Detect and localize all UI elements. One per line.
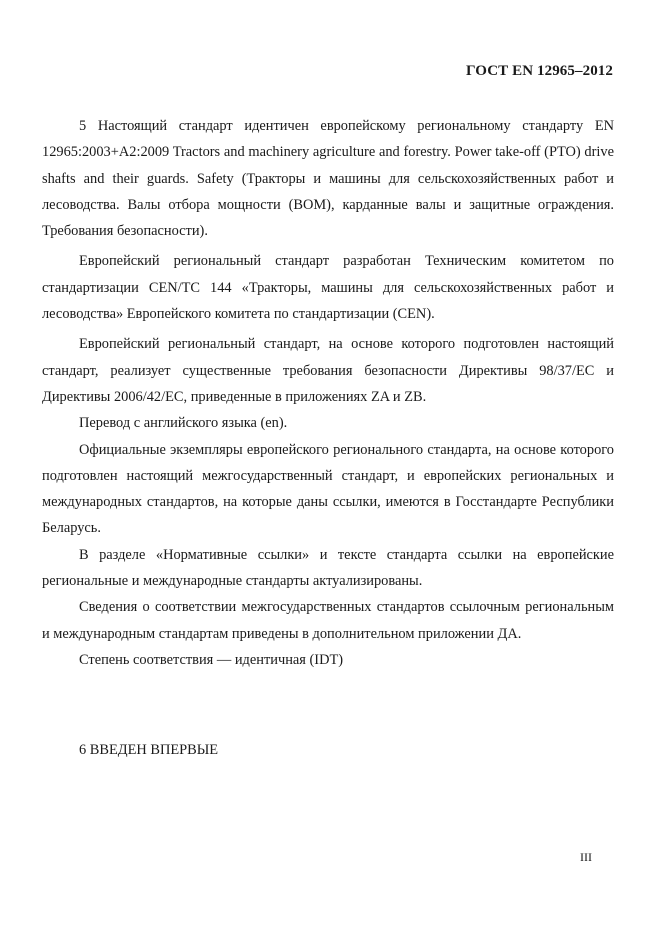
- paragraph-official-copies: Официальные экземпляры европейского регионального стандарта, на основе которого подготовлен настоящий межгосударственный стандарт, и европейских региональных и международных стандартов, на которые даны ссылки, имеются в Госстандарте Республики Беларусь.: [42, 441, 614, 537]
- paragraph-directives: Европейский региональный стандарт, на основе которого подготовлен настоящий стандарт, реализует существенные требования безопасности Директивы 98/37/EC и Директивы 2006/42/EC, приведенные в приложениях ZA и ZB.: [42, 336, 614, 405]
- paragraph-conformity-degree: Степень соответствия — идентичная (IDT): [79, 651, 344, 668]
- paragraph-standard-identity: 5 Настоящий стандарт идентичен европейскому региональному стандарту EN 12965:2003+A2:2009 Tractors and machinery agriculture and forestry. Power take-off (PTO) drive shafts and their guards. Safety (Тракторы и машины для сельскохозяйственных работ и лесоводства. Валы отбора мощности (ВОМ), карданные валы и защитные ограждения. Требования безопасности).: [42, 118, 614, 240]
- page-number: III: [580, 850, 592, 864]
- document-code-header: ГОСТ EN 12965–2012: [466, 63, 613, 79]
- paragraph-translation: Перевод с английского языка (en).: [79, 415, 288, 432]
- paragraph-correspondence-info: Сведения о соответствии межгосударственных стандартов ссылочным региональным и международным стандартам приведены в дополнительном приложении ДА.: [42, 599, 614, 642]
- section-6-heading: 6 ВВЕДЕН ВПЕРВЫЕ: [79, 742, 219, 758]
- document-body: [42, 113, 614, 673]
- paragraph-developer: Европейский региональный стандарт разработан Техническим комитетом по стандартизации CEN/TC 144 «Тракторы, машины для сельскохозяйственных работ и лесоводства» Европейского комитета по стандартизации (CEN).: [42, 253, 614, 323]
- paragraph-normative-references: В разделе «Нормативные ссылки» и тексте стандарта ссылки на европейские региональные и международные стандарты актуализированы.: [42, 546, 614, 590]
